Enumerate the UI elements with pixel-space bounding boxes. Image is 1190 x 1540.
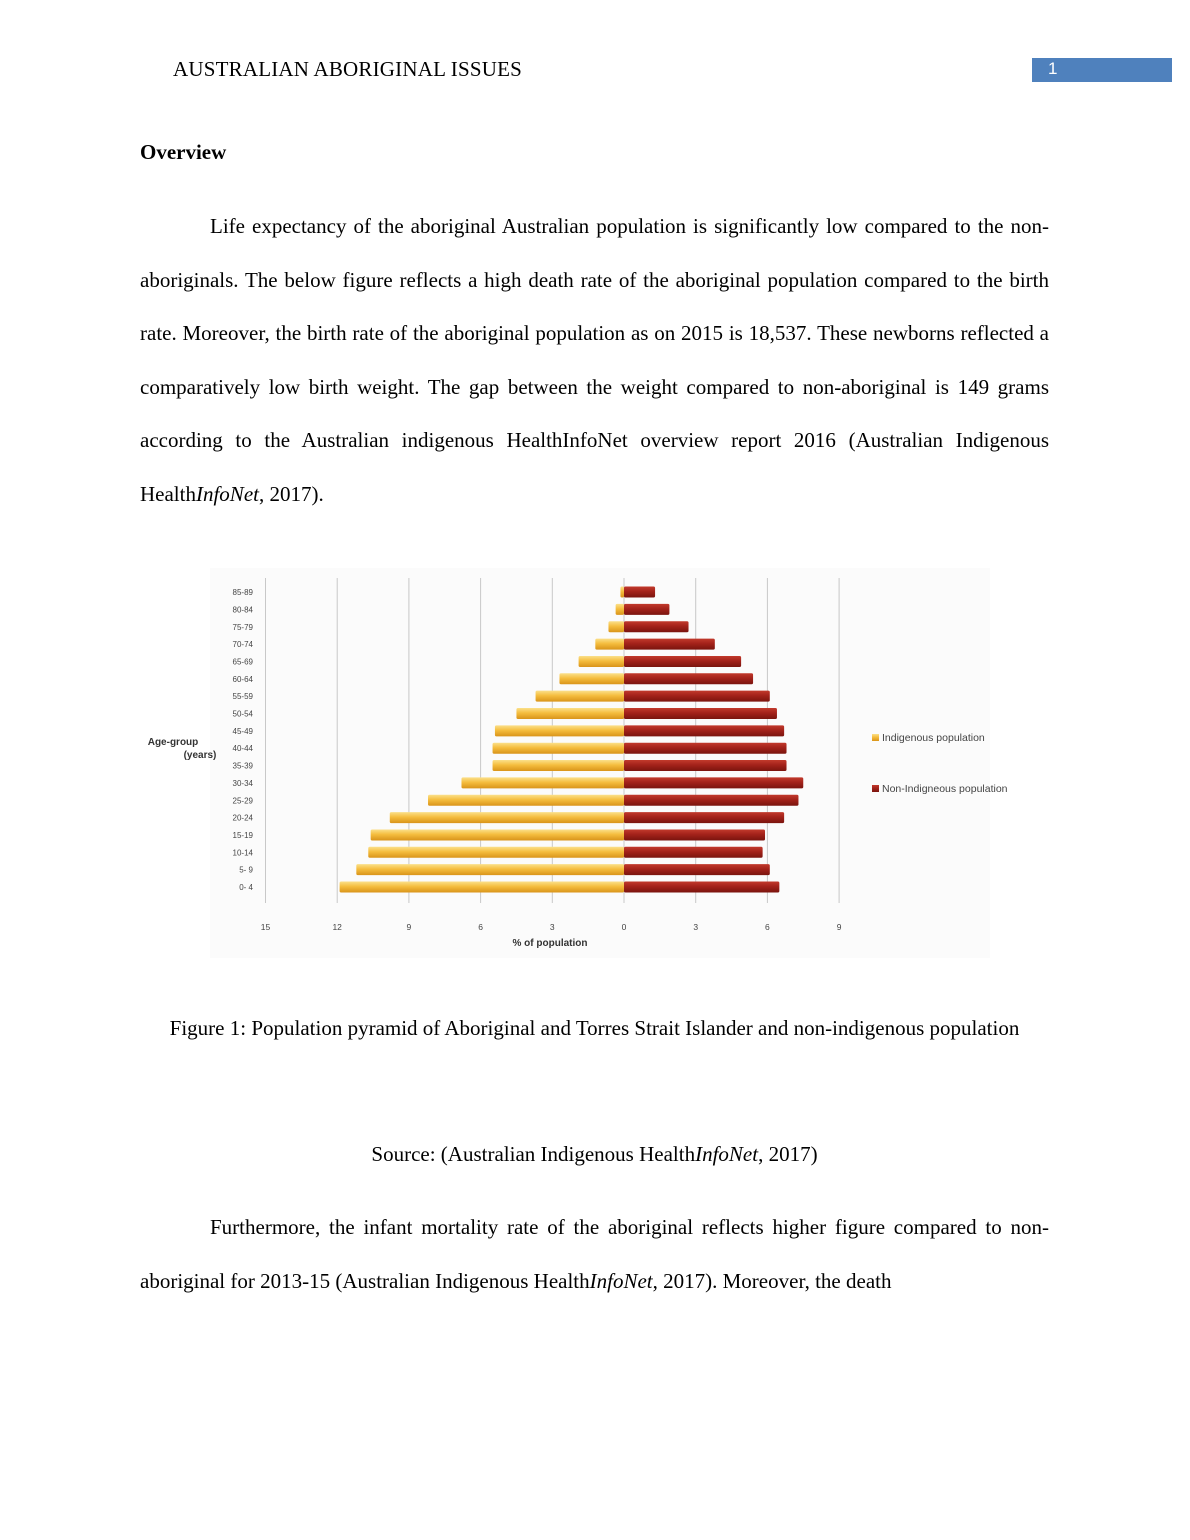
bar-non-indigenous	[624, 587, 655, 598]
page-number-badge	[1032, 58, 1172, 82]
paragraph-text-end: , 2017). Moreover, the death	[652, 1268, 892, 1293]
y-tick-label: 5- 9	[239, 865, 253, 875]
bar-indigenous	[516, 708, 624, 719]
bar-non-indigenous	[624, 812, 784, 823]
bar-indigenous	[495, 725, 624, 736]
bar-non-indigenous	[624, 829, 765, 840]
x-tick-label: 3	[693, 922, 699, 932]
source-suffix: , 2017)	[758, 1142, 818, 1166]
y-tick-label: 15-19	[232, 830, 253, 840]
bar-non-indigenous	[624, 725, 784, 736]
bar-non-indigenous	[624, 656, 741, 667]
y-axis-title: Age-group	[147, 737, 199, 748]
bar-indigenous	[356, 864, 624, 875]
bar-non-indigenous	[624, 691, 770, 702]
bar-indigenous	[536, 691, 624, 702]
y-tick-label: 25-29	[232, 796, 253, 806]
x-tick-label: 15	[260, 922, 271, 932]
bar-indigenous	[616, 604, 624, 615]
bar-non-indigenous	[624, 777, 803, 788]
y-axis-title-unit: (years)	[183, 750, 217, 761]
bar-non-indigenous	[624, 760, 787, 771]
bar-non-indigenous	[624, 673, 753, 684]
population-pyramid-chart	[140, 568, 1040, 973]
body-paragraph	[140, 1201, 1049, 1308]
x-tick-label: 0	[621, 922, 627, 932]
y-tick-label: 0- 4	[239, 883, 253, 892]
paragraph-text-end: , 2017).	[258, 481, 324, 506]
bar-indigenous	[340, 882, 624, 893]
bar-non-indigenous	[624, 621, 689, 632]
bar-indigenous	[390, 812, 624, 823]
legend-swatch-indigenous	[872, 734, 879, 741]
bar-non-indigenous	[624, 795, 798, 806]
population-pyramid-figure	[140, 568, 1040, 973]
bar-non-indigenous	[624, 639, 715, 650]
y-tick-label: 80-84	[232, 605, 253, 615]
bar-indigenous	[368, 847, 624, 858]
paragraph-text: Life expectancy of the aboriginal Australian population is significantly low compared to the non-aboriginals. The below figure reflects a high death rate of the aboriginal population compared to the birth rate. Moreover, the birth rate of the aboriginal population as on 2015 is 18,537. These newborns reflected a comparatively low birth weight. The gap between the weight compared to non-aboriginal is 149 grams according to the Australian indigenous HealthInfoNet overview report 2016 (Australian Indigenous Health	[140, 214, 1049, 506]
y-tick-label: 70-74	[232, 640, 253, 650]
bar-indigenous	[559, 673, 624, 684]
x-tick-label: 3	[549, 922, 555, 932]
paragraph-italic: InfoNet	[589, 1268, 653, 1293]
y-tick-label: 60-64	[232, 674, 253, 684]
bar-non-indigenous	[624, 847, 763, 858]
y-tick-label: 45-49	[232, 726, 253, 736]
running-head-title: AUSTRALIAN ABORIGINAL ISSUES	[173, 57, 523, 81]
figure-caption: Figure 1: Population pyramid of Aboriginal and Torres Strait Islander and non-indigenous population	[169, 1016, 1020, 1040]
y-tick-label: 55-59	[232, 692, 253, 702]
y-tick-label: 50-54	[232, 709, 253, 719]
x-tick-label: 9	[836, 922, 842, 932]
legend-label-non-indigenous: Non-Indigneous population	[882, 783, 1008, 795]
bar-indigenous	[461, 777, 624, 788]
bar-indigenous	[493, 743, 624, 754]
bar-indigenous	[620, 587, 624, 598]
y-tick-label: 65-69	[232, 657, 253, 667]
x-tick-label: 12	[332, 922, 342, 932]
figure-source	[140, 1128, 1049, 1182]
bar-non-indigenous	[624, 882, 779, 893]
bar-indigenous	[428, 795, 624, 806]
x-axis-title: % of population	[512, 938, 588, 949]
bar-indigenous	[493, 760, 624, 771]
bar-indigenous	[608, 621, 624, 632]
y-tick-label: 10-14	[232, 848, 253, 858]
x-tick-label: 9	[406, 922, 412, 932]
bar-non-indigenous	[624, 743, 787, 754]
paragraph-text: Furthermore, the infant mortality rate of the aboriginal reflects higher figure compared to non-aboriginal for 2013-15 (Australian Indigenous Health	[140, 1215, 1049, 1293]
bar-non-indigenous	[624, 864, 770, 875]
x-tick-label: 6	[765, 922, 770, 932]
bar-non-indigenous	[624, 604, 669, 615]
y-tick-label: 30-34	[232, 778, 253, 788]
y-tick-label: 40-44	[232, 744, 253, 754]
legend-swatch-non-indigenous	[872, 785, 879, 792]
bar-indigenous	[371, 829, 624, 840]
y-tick-label: 85-89	[232, 588, 253, 598]
section-heading: Overview	[140, 140, 227, 164]
page-number: 1	[1048, 59, 1058, 78]
overview-paragraph	[140, 200, 1049, 522]
y-tick-label: 75-79	[232, 622, 253, 632]
bar-indigenous	[595, 639, 624, 650]
source-italic: InfoNet	[695, 1142, 759, 1166]
y-tick-label: 35-39	[232, 761, 253, 771]
legend-label-indigenous: Indigenous population	[882, 732, 985, 744]
x-tick-label: 6	[478, 922, 483, 932]
paragraph-italic: InfoNet	[195, 481, 259, 506]
bar-non-indigenous	[624, 708, 777, 719]
source-prefix: Source: (Australian Indigenous Health	[371, 1142, 696, 1166]
y-tick-label: 20-24	[232, 813, 253, 823]
bar-indigenous	[579, 656, 624, 667]
